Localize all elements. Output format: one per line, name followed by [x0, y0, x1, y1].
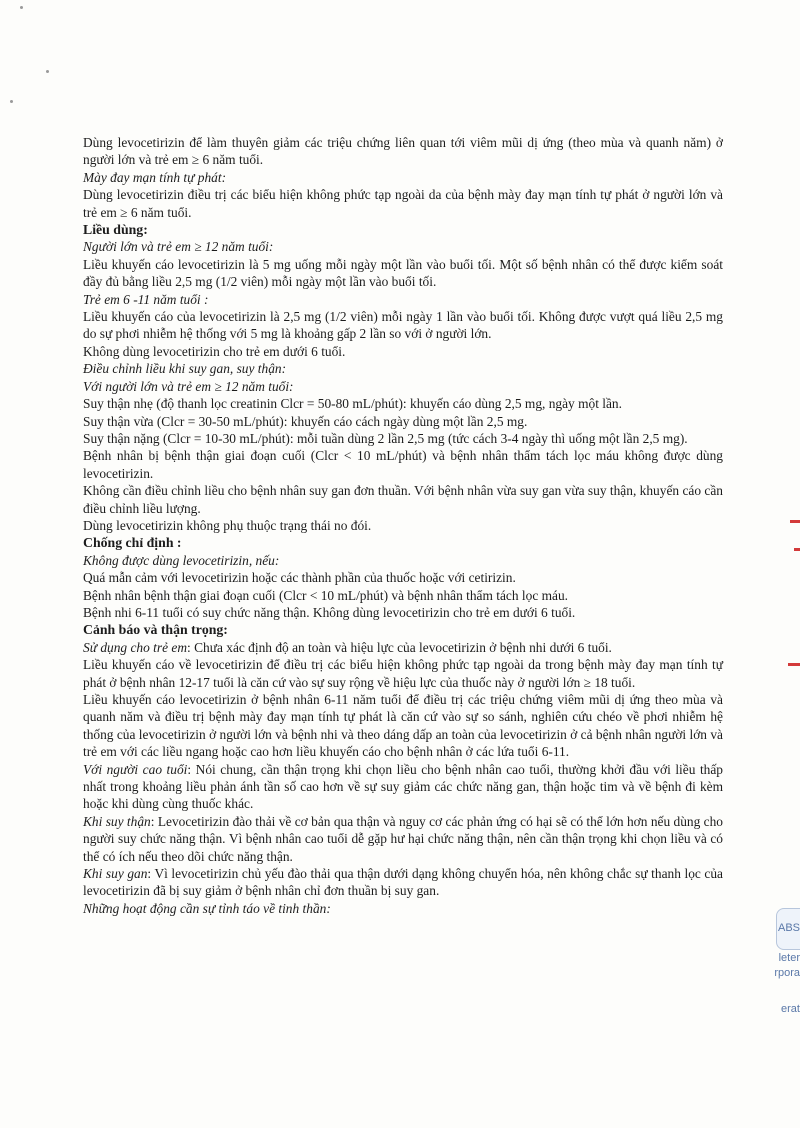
section-heading: Liều dùng:	[83, 222, 148, 238]
paragraph: Bệnh nhi 6-11 tuổi có suy chức năng thận. Không dùng levocetirizin cho trẻ em dưới 6 tuổi.	[83, 604, 576, 620]
paragraph: Không cần điều chỉnh liều cho bệnh nhân suy gan đơn thuần. Với bệnh nhân vừa suy gan vừa suy thận, khuyến cáo cần điều chỉnh liều lượng.	[83, 483, 723, 516]
paragraph	[83, 761, 723, 813]
paragraph: Suy thận nhẹ (độ thanh lọc creatinin Clcr = 50-80 mL/phút): khuyến cáo dùng 2,5 mg, ngày một lần.	[83, 396, 622, 412]
paragraph-lead: Khi suy gan	[83, 866, 148, 882]
subheading: Mày đay mạn tính tự phát:	[83, 169, 227, 185]
edge-fragment: erat	[781, 1003, 800, 1015]
subheading: Trẻ em 6 -11 năm tuổi :	[83, 291, 209, 307]
paragraph: Bệnh nhân bệnh thận giai đoạn cuối (Clcr < 10 mL/phút) và bệnh nhân thẩm tách lọc máu.	[83, 587, 569, 603]
paragraph: Liều khuyến cáo levocetirizin là 5 mg uống mỗi ngày một lần vào buổi tối. Một số bệnh nhân có thể được kiểm soát đầy đủ bằng liều 2,5 mg (1/2 viên) mỗi ngày một lần vào buổi tối.	[83, 256, 723, 290]
edge-mark	[790, 520, 800, 523]
subheading: Không được dùng levocetirizin, nếu:	[83, 552, 280, 568]
paragraph: Suy thận nặng (Clcr = 10-30 mL/phút): mỗi tuần dùng 2 lần 2,5 mg (tức cách 3-4 ngày thì uống một lần 2,5 mg).	[83, 430, 688, 446]
scan-speck	[20, 6, 23, 9]
paragraph	[83, 813, 723, 865]
paragraph	[83, 639, 723, 656]
paragraph: Liều khuyến cáo levocetirizin ở bệnh nhân 6-11 năm tuổi để điều trị các triệu chứng viêm mũi dị ứng theo mùa và quanh năm và điều trị bệnh mày đay mạn tính tự phát là căn cứ vào sự so sánh, nghiên cứu chéo về phơi nhiễm hệ thống của levocetirizin ở người lớn và bệnh nhi và theo dáng dấp an toàn của levocetirizin ở cả bệnh nhân người lớn và trẻ em với các liều ngang hoặc cao hơn liều khuyến cáo cho bệnh nhân ở các lứa tuổi 6-11.	[83, 692, 723, 760]
edge-fragment: ABS	[777, 922, 800, 934]
paragraph: Liều khuyến cáo của levocetirizin là 2,5 mg (1/2 viên) mỗi ngày 1 lần vào buổi tối. Không được vượt quá liều 2,5 mg do sự phơi nhiễm hệ thống với 5 mg là khoảng gấp 2 lần so với ở người lớn.	[83, 309, 723, 342]
paragraph-text: : Nói chung, cần thận trọng khi chọn liều cho bệnh nhân cao tuổi, thường khởi đầu với liều thấp nhất trong khoảng liều phản ánh tần số cao hơn về sự suy giảm các chức năng gan, thận hoặc tim và về bệnh đi kèm hoặc khi dùng cùng thuốc khác.	[83, 761, 724, 812]
paragraph-text: : Levocetirizin đào thải về cơ bản qua thận và nguy cơ các phản ứng có hại sẽ có thể lớn hơn nếu dùng cho người suy chức năng thận. Vì bệnh nhân cao tuổi dễ gặp hư hại chức năng thận, nên cần thận trọng khi chọn liều và có thể có ích nếu theo dõi chức năng thận.	[83, 813, 724, 864]
section-heading: Chống chỉ định :	[83, 535, 182, 551]
paragraph: Bệnh nhân bị bệnh thận giai đoạn cuối (Clcr < 10 mL/phút) và bệnh nhân thẩm tách lọc máu không được dùng levocetirizin.	[83, 448, 723, 481]
edge-fragment: rpora	[774, 967, 800, 979]
subheading: Những hoạt động cần sự tỉnh táo về tinh thần:	[83, 900, 331, 916]
paragraph-text: : Chưa xác định độ an toàn và hiệu lực của levocetirizin ở bệnh nhi dưới 6 tuổi.	[187, 639, 612, 655]
paragraph: Dùng levocetirizin không phụ thuộc trạng thái no đói.	[83, 517, 372, 533]
edge-fragment: leter	[778, 952, 800, 964]
paragraph: Dùng levocetirizin để làm thuyên giảm các triệu chứng liên quan tới viêm mũi dị ứng (theo mùa và quanh năm) ở người lớn và trẻ em ≥ 6 năm tuổi.	[83, 135, 723, 168]
edge-mark	[788, 663, 800, 666]
paragraph-text: : Vì levocetirizin chủ yếu đào thải qua thận dưới dạng không chuyển hóa, nên không chắc sự thanh lọc của levocetirizin đã bị suy giảm ở bệnh nhân chỉ đơn thuần bị suy gan.	[83, 866, 723, 899]
paragraph-lead: Với người cao tuổi	[83, 761, 188, 777]
section-heading: Cảnh báo và thận trọng:	[83, 622, 228, 638]
scan-speck	[10, 100, 13, 103]
paragraph-lead: Sử dụng cho trẻ em	[83, 639, 187, 655]
paragraph: Suy thận vừa (Clcr = 30-50 mL/phút): khuyến cáo cách ngày dùng một lần 2,5 mg.	[83, 413, 528, 429]
paragraph-lead: Khi suy thận	[83, 813, 151, 829]
paragraph: Dùng levocetirizin điều trị các biểu hiện không phức tạp ngoài da của bệnh mày đay mạn tính tự phát ở người lớn và trẻ em ≥ 6 năm tuổi.	[83, 187, 723, 220]
paragraph	[83, 865, 723, 900]
leaflet-text	[83, 134, 723, 917]
subheading: Điều chỉnh liều khi suy gan, suy thận:	[83, 361, 287, 377]
edge-mark	[794, 548, 800, 551]
paragraph: Không dùng levocetirizin cho trẻ em dưới 6 tuổi.	[83, 343, 346, 359]
subheading: Người lớn và trẻ em ≥ 12 năm tuổi:	[83, 239, 274, 255]
scan-speck	[46, 70, 49, 73]
subheading: Với người lớn và trẻ em ≥ 12 năm tuổi:	[83, 378, 294, 394]
paragraph: Liều khuyến cáo về levocetirizin để điều trị các biểu hiện không phức tạp ngoài da trong bệnh mày đay mạn tính tự phát ở bệnh nhân 12-17 tuổi là căn cứ vào sự suy rộng về hiệu lực của thuốc này ở người lớn ≥ 18 tuổi.	[83, 657, 723, 690]
paragraph: Quá mẫn cảm với levocetirizin hoặc các thành phần của thuốc hoặc với cetirizin.	[83, 570, 516, 586]
